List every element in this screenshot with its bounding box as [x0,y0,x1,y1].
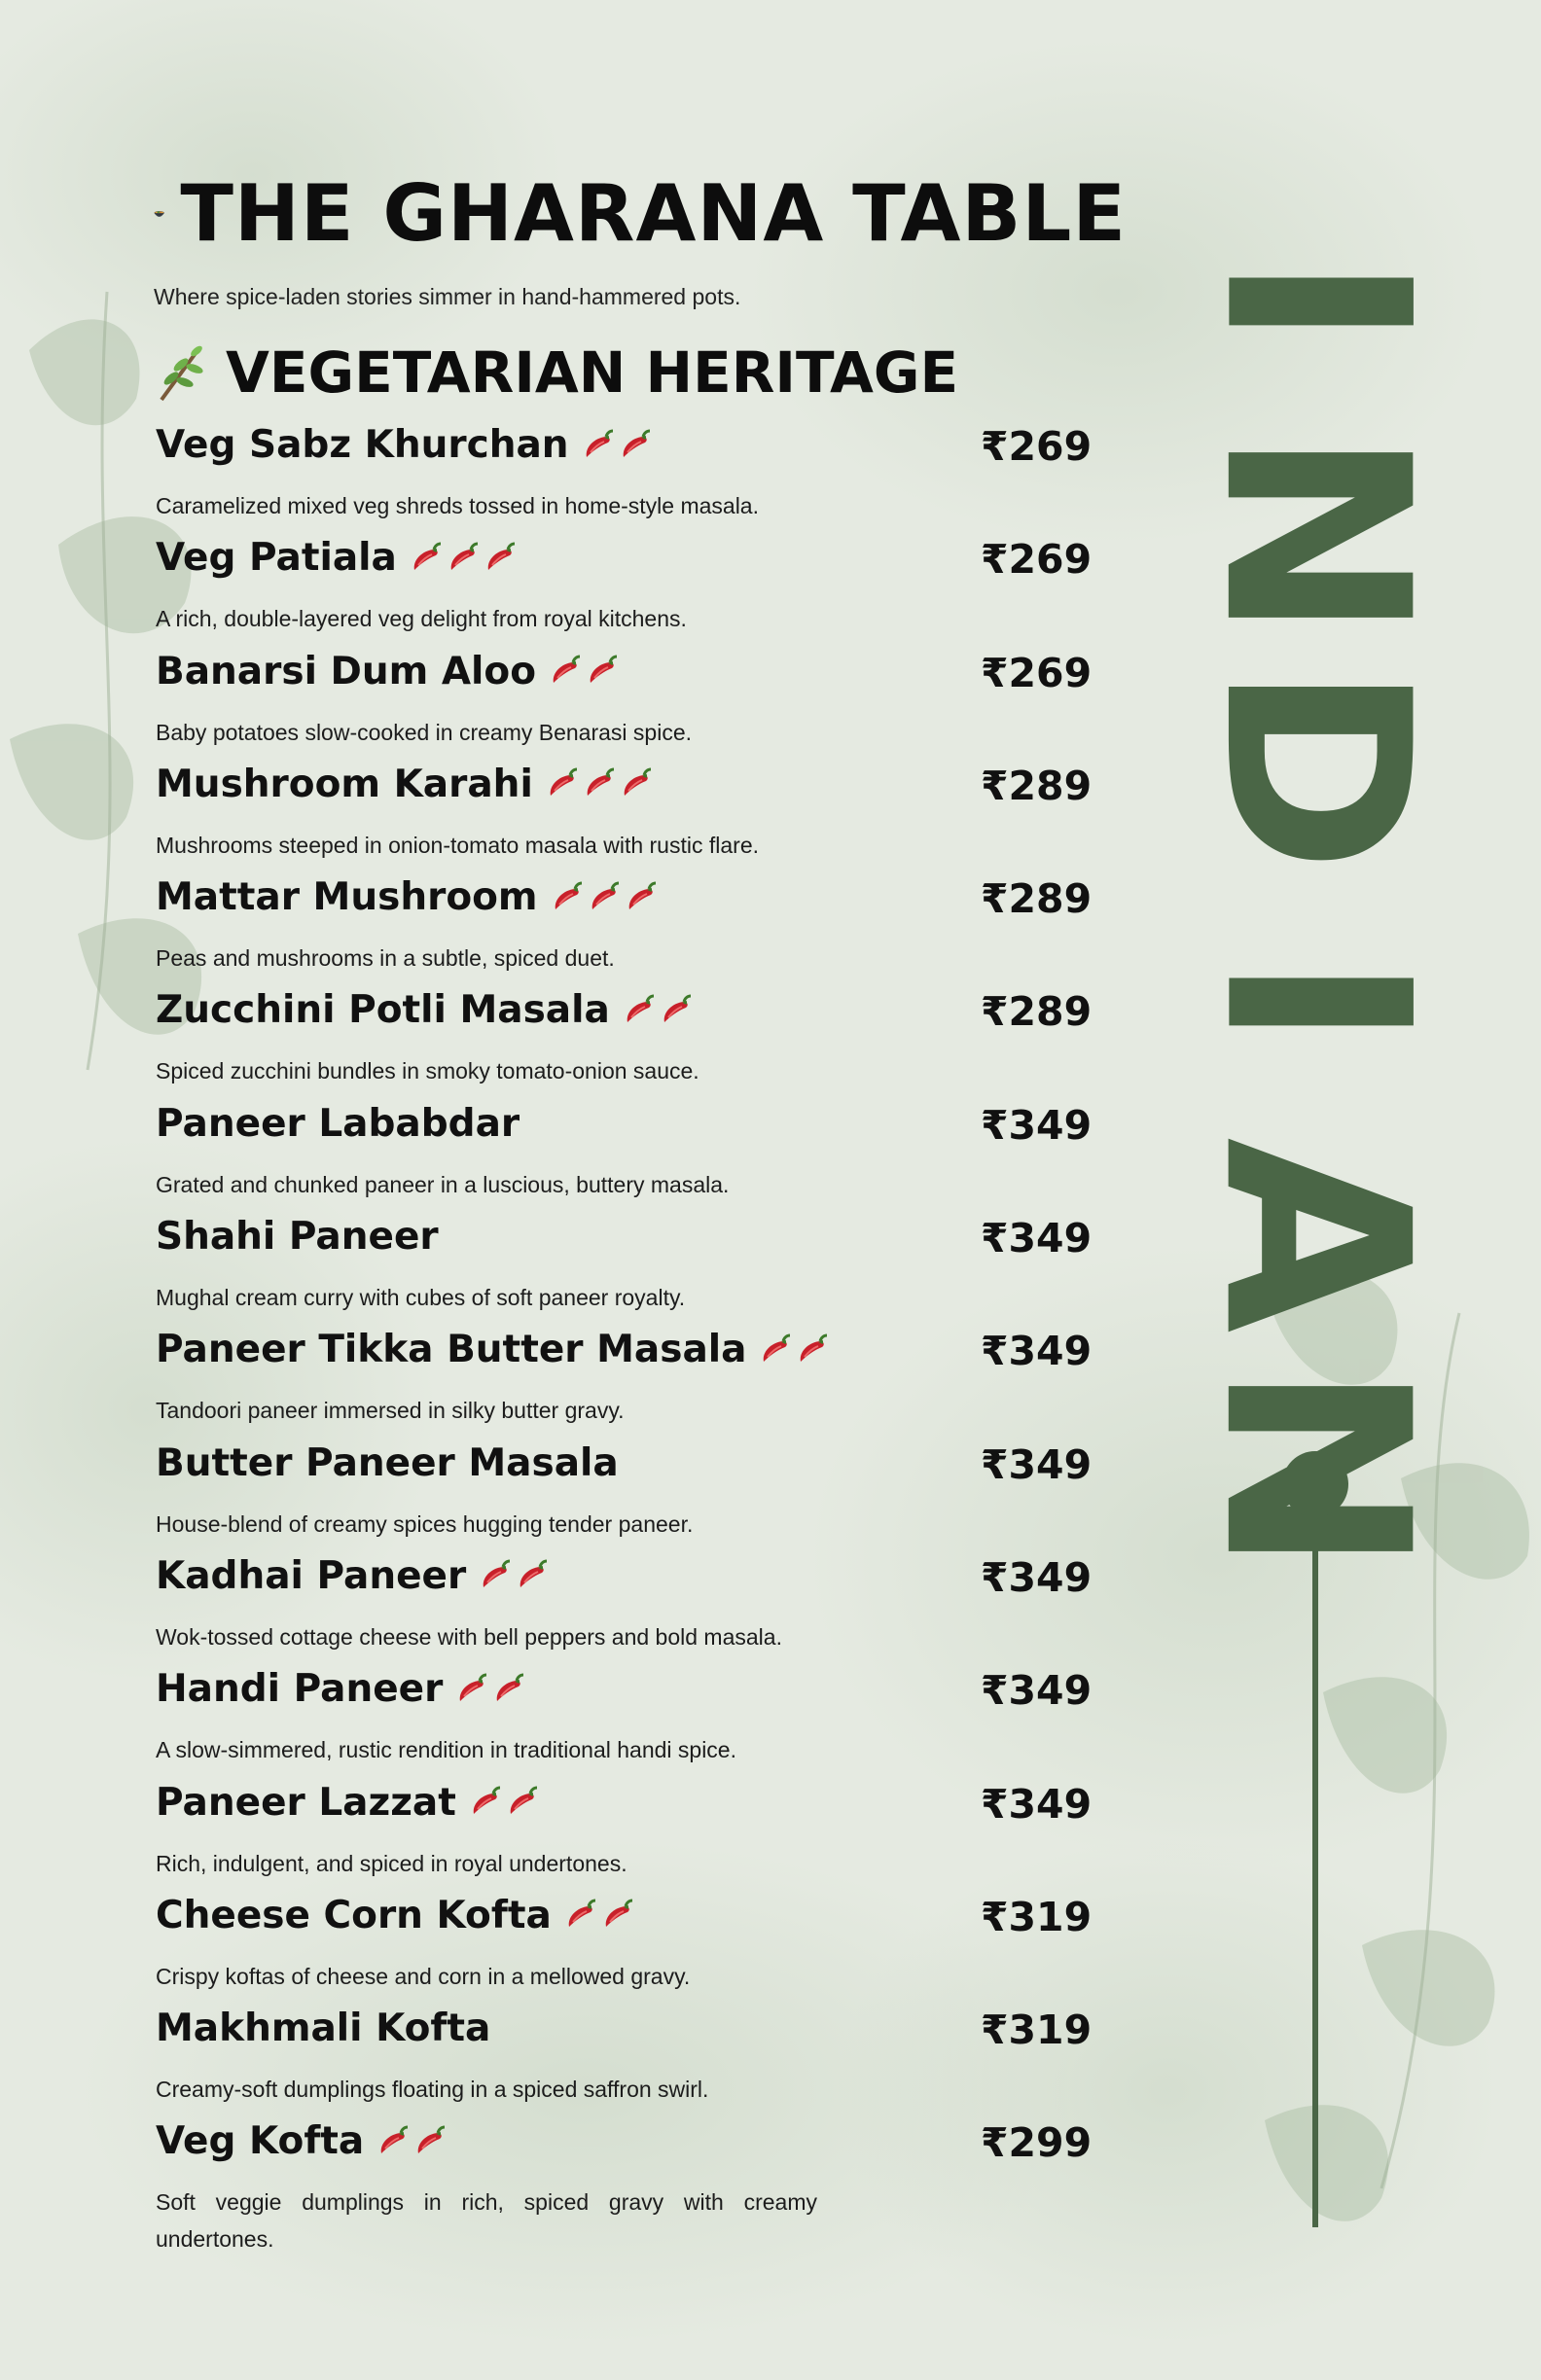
spice-level-indicator [376,2124,448,2159]
menu-item-name-row [156,1894,635,1937]
menu-item-name: Shahi Paneer [156,1215,439,1260]
section-title: VEGETARIAN HERITAGE [226,339,959,406]
chili-pepper-icon [618,428,653,463]
spice-level-indicator [478,1558,550,1593]
menu-item-price: ₹269 [981,536,1093,584]
menu-item-name: Mushroom Karahi [156,762,533,806]
menu-item-price: ₹349 [981,1440,1093,1488]
chili-pepper-icon [550,880,585,915]
menu-item-description: Mughal cream curry with cubes of soft paneer royalty. [156,1285,686,1311]
menu-item-description: Tandoori paneer immersed in silky butter gravy. [156,1398,625,1424]
menu-item-name-row [156,536,518,580]
menu-item [154,2115,1127,2253]
menu-item [154,1438,1127,1550]
chili-pepper-icon [515,1558,550,1593]
menu-item-name: Paneer Tikka Butter Masala [156,1328,747,1372]
menu-item-price: ₹349 [981,1553,1093,1601]
menu-item-description: Rich, indulgent, and spiced in royal undertones. [156,1850,627,1876]
spice-level-indicator [409,541,518,576]
restaurant-tagline: Where spice-laden stories simmer in hand-hammered pots. [154,284,741,309]
chili-pepper-icon [619,766,654,801]
menu-item [154,1777,1127,1890]
chili-pepper-icon [446,541,481,576]
menu-item-price: ₹289 [981,875,1093,923]
menu-item [154,1211,1127,1324]
spice-level-indicator [563,1898,635,1933]
vertical-cuisine-label [1167,185,1462,1585]
chili-pepper-icon [581,428,616,463]
menu-item-name-row [156,2119,448,2163]
menu-item-name: Paneer Lazzat [156,1780,456,1825]
menu-item-name-row [156,1102,520,1146]
menu-item-description: Grated and chunked paneer in a luscious, buttery masala. [156,1171,730,1197]
menu-item-name: Banarsi Dum Aloo [156,649,537,693]
menu-item-name: Handi Paneer [156,1667,444,1712]
menu-item-price: ₹349 [981,1667,1093,1715]
menu-item-name: Kadhai Paneer [156,1553,467,1598]
vertical-letter: A [1167,1137,1462,1333]
vertical-letter: I [1168,254,1462,349]
spice-level-indicator [545,766,654,801]
menu-item-name: Zucchini Potli Masala [156,988,610,1033]
menu-item-name-row [156,2007,490,2050]
menu-item-description: Wok-tossed cottage cheese with bell peppers and bold masala. [156,1623,782,1650]
menu-item-description: Spiced zucchini bundles in smoky tomato-onion sauce. [156,1058,699,1084]
spice-level-indicator [758,1332,830,1368]
spice-level-indicator [468,1785,540,1820]
chili-pepper-icon [585,654,620,689]
menu-item-description: Peas and mushrooms in a subtle, spiced duet. [156,945,615,972]
menu-item [154,759,1127,871]
menu-item-price: ₹319 [981,1893,1093,1940]
menu-item [154,1663,1127,1776]
menu-item-price: ₹289 [981,988,1093,1036]
chili-pepper-icon [454,1672,489,1707]
menu-item [154,984,1127,1097]
menu-item-name: Butter Paneer Masala [156,1440,619,1485]
section-header [154,336,1127,409]
menu-item [154,1550,1127,1663]
menu-item-description: Mushrooms steeped in onion-tomato masala with rustic flare. [156,832,760,858]
chili-pepper-icon [491,1672,526,1707]
menu-item-name-row [156,875,659,919]
chili-pepper-icon [659,993,694,1028]
chili-pepper-icon [563,1898,598,1933]
menu-item-name-row [156,763,654,806]
menu-item-name-row [156,1667,526,1711]
menu-item [154,871,1127,984]
spice-level-indicator [550,880,659,915]
menu-item-price: ₹299 [981,2119,1093,2167]
menu-content [154,165,1127,2253]
spice-level-indicator [622,993,694,1028]
menu-item [154,2003,1127,2115]
spice-level-indicator [548,654,620,689]
menu-item-price: ₹349 [981,1101,1093,1149]
herb-sprig-icon [154,341,208,404]
chili-pepper-icon [758,1332,793,1368]
chili-pepper-icon [582,766,617,801]
menu-item-name-row [156,1215,439,1259]
menu-item-name: Veg Kofta [156,2119,365,2164]
chili-pepper-icon [468,1785,503,1820]
menu-item [154,419,1127,532]
chili-pepper-icon [478,1558,513,1593]
menu-item-description: Crispy koftas of cheese and corn in a mellowed gravy. [156,1963,691,1989]
restaurant-name: THE GHARANA TABLE [180,168,1127,259]
vertical-letter: D [1167,663,1462,873]
menu-item-description: Baby potatoes slow-cooked in creamy Benarasi spice. [156,719,693,745]
chili-pepper-icon [412,2124,448,2159]
chili-pepper-icon [624,880,659,915]
menu-item-name-row [156,1441,619,1485]
restaurant-header [154,165,1127,263]
menu-item-name-row [156,1554,550,1598]
chili-pepper-icon [505,1785,540,1820]
menu-item-name: Cheese Corn Kofta [156,1893,552,1937]
menu-item-price: ₹319 [981,2007,1093,2054]
curry-bowl-icon [154,179,164,249]
chili-pepper-icon [622,993,657,1028]
chili-pepper-icon [545,766,580,801]
menu-items-list [154,419,1127,2253]
menu-item [154,646,1127,759]
menu-item-name: Makhmali Kofta [156,2007,491,2051]
chili-pepper-icon [376,2124,411,2159]
menu-item-name-row [156,1781,540,1825]
menu-item-price: ₹349 [981,1215,1093,1262]
menu-item [154,1324,1127,1437]
decorative-pin-line [1280,1449,1350,2237]
vertical-letter: N [1167,429,1462,641]
menu-item-description: Soft veggie dumplings in rich, spiced gravy with creamy undertones. [156,2189,817,2253]
menu-item-name: Mattar Mushroom [156,875,538,920]
menu-item-name: Paneer Lababdar [156,1101,520,1146]
menu-item-name: Veg Patiala [156,536,397,581]
menu-item-price: ₹269 [981,423,1093,470]
menu-item-name-row [156,423,653,467]
spice-level-indicator [581,428,653,463]
chili-pepper-icon [483,541,518,576]
menu-item-price: ₹289 [981,762,1093,809]
menu-item-name: Veg Sabz Khurchan [156,423,569,467]
menu-item-name-row [156,988,694,1032]
menu-item-description: A slow-simmered, rustic rendition in traditional handi spice. [156,1737,736,1763]
chili-pepper-icon [600,1898,635,1933]
spice-level-indicator [454,1672,526,1707]
menu-item [154,1890,1127,2003]
chili-pepper-icon [409,541,444,576]
menu-item-name-row [156,650,620,693]
menu-item-description: Caramelized mixed veg shreds tossed in home-style masala. [156,493,759,518]
menu-item-description: House-blend of creamy spices hugging tender paneer. [156,1510,694,1537]
chili-pepper-icon [548,654,583,689]
chili-pepper-icon [587,880,622,915]
menu-item-description: Creamy-soft dumplings floating in a spiced saffron swirl. [156,2077,709,2103]
menu-item-description: A rich, double-layered veg delight from royal kitchens. [156,606,687,632]
menu-item-price: ₹349 [981,1328,1093,1375]
vertical-letter: I [1168,954,1462,1049]
menu-item [154,532,1127,645]
menu-item-price: ₹349 [981,1780,1093,1828]
menu-item-price: ₹269 [981,649,1093,696]
menu-item [154,1098,1127,1211]
menu-item-name-row [156,1328,830,1371]
chili-pepper-icon [795,1332,830,1368]
